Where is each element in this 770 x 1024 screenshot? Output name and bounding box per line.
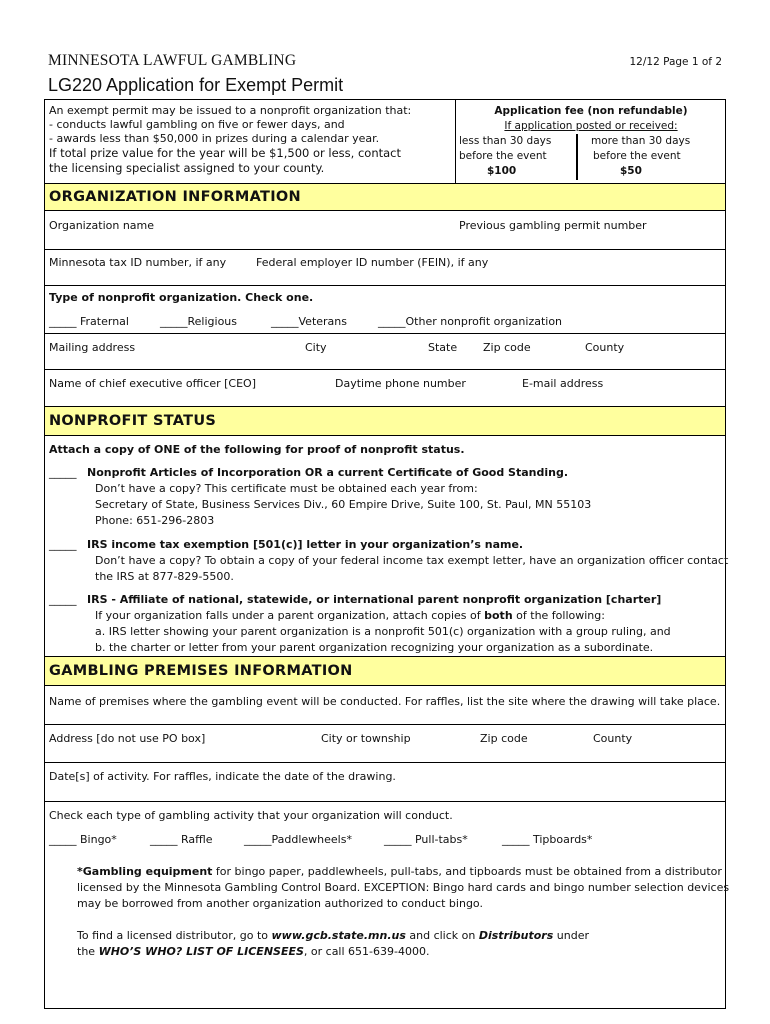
premises-name-field[interactable]: Name of premises where the gambling event will be conducted. For raffles, list the site where the drawing will take place. (49, 695, 721, 708)
fee-left-amount: $100 (487, 165, 517, 177)
org-type-label: Type of nonprofit organization. Check one. (49, 291, 314, 304)
premises-county-field[interactable]: County (593, 732, 633, 745)
intro-line-5: the licensing specialist assigned to your county. (49, 161, 325, 175)
option-3-title: IRS - Affiliate of national, statewide, or international parent nonprofit organization [charter] (87, 593, 662, 606)
option-3-item-b: b. the charter or letter from your parent organization recognizing your organization as a subordinate. (95, 641, 654, 654)
org-type-religious[interactable]: _____Religious (160, 315, 237, 328)
row-divider (45, 762, 725, 763)
option-2-line-2: the IRS at 877-829-5500. (95, 570, 234, 583)
org-county-field[interactable]: County (585, 341, 625, 354)
activity-tipboards[interactable]: _____ Tipboards* (502, 833, 593, 846)
option-3-checkbox[interactable]: _____ (49, 593, 77, 606)
intro-line-1: An exempt permit may be issued to a nonprofit organization that: (49, 104, 412, 117)
equipment-note-line-2: licensed by the Minnesota Gambling Control Board. EXCEPTION: Bingo hard cards and bingo number selection devices (77, 881, 730, 894)
premises-section-band (45, 656, 725, 686)
row-divider (45, 249, 725, 250)
activity-dates-field[interactable]: Date[s] of activity. For raffles, indicate the date of the drawing. (49, 770, 396, 783)
nonprofit-attach-label: Attach a copy of ONE of the following for proof of nonprofit status. (49, 443, 465, 456)
org-name-field[interactable]: Organization name (49, 219, 155, 232)
premises-city-field[interactable]: City or township (321, 732, 411, 745)
fee-title: Application fee (non refundable) (494, 105, 688, 117)
fee-column-divider (576, 134, 578, 180)
option-2-line-1: Don’t have a copy? To obtain a copy of your federal income tax exempt letter, have an organization officer contact (95, 554, 729, 567)
option-1-checkbox[interactable]: _____ (49, 466, 77, 479)
form-title: LG220 Application for Exempt Permit (48, 75, 344, 95)
distributor-line-2: the WHO’S WHO? LIST OF LICENSEES, or call 651-639-4000. (77, 945, 430, 958)
activity-check-label: Check each type of gambling activity that your organization will conduct. (49, 809, 453, 822)
org-zip-field[interactable]: Zip code (483, 341, 531, 354)
option-1-line-2: Secretary of State, Business Services Div., 60 Empire Drive, Suite 100, St. Paul, MN 55103 (95, 498, 592, 511)
nonprofit-section-title: NONPROFIT STATUS (49, 413, 217, 429)
org-type-veterans[interactable]: _____Veterans (271, 315, 347, 328)
intro-line-4: If total prize value for the year will be $1,500 or less, contact (49, 146, 402, 160)
option-1-line-1: Don’t have a copy? This certificate must be obtained each year from: (95, 482, 478, 495)
prev-permit-field[interactable]: Previous gambling permit number (459, 219, 647, 232)
fee-right-line-2: before the event (593, 150, 681, 162)
row-divider (45, 333, 725, 334)
fee-left-line-1: less than 30 days (459, 135, 552, 147)
option-3-line-1: If your organization falls under a parent organization, attach copies of both of the following: (95, 609, 605, 622)
org-state-field[interactable]: State (428, 341, 458, 354)
premises-zip-field[interactable]: Zip code (480, 732, 528, 745)
org-section-title: ORGANIZATION INFORMATION (49, 189, 301, 205)
intro-line-2: - conducts lawful gambling on five or fewer days, and (49, 118, 345, 131)
fee-right-amount: $50 (620, 165, 642, 177)
daytime-phone-field[interactable]: Daytime phone number (335, 377, 466, 390)
activity-paddlewheels[interactable]: _____Paddlewheels* (244, 833, 352, 846)
equipment-note-line-1: *Gambling equipment for bingo paper, paddlewheels, pull-tabs, and tipboards must be obtained from a distributor (77, 865, 722, 878)
row-divider (45, 724, 725, 725)
email-field[interactable]: E-mail address (522, 377, 604, 390)
org-type-other[interactable]: _____Other nonprofit organization (378, 315, 563, 328)
org-city-field[interactable]: City (305, 341, 327, 354)
mn-tax-id-field[interactable]: Minnesota tax ID number, if any (49, 256, 227, 269)
fee-left-line-2: before the event (459, 150, 547, 162)
org-section-band (45, 183, 725, 211)
row-divider (45, 285, 725, 286)
form-frame (44, 99, 730, 1009)
fee-right-line-1: more than 30 days (591, 135, 691, 147)
option-2-checkbox[interactable]: _____ (49, 538, 77, 551)
row-divider (45, 801, 725, 802)
intro-line-3: - awards less than $50,000 in prizes during a calendar year. (49, 132, 380, 145)
activity-pull-tabs[interactable]: _____ Pull-tabs* (384, 833, 468, 846)
mailing-address-field[interactable]: Mailing address (49, 341, 136, 354)
page-info: 12/12 Page 1 of 2 (629, 56, 722, 68)
nonprofit-section-band (45, 406, 725, 436)
fein-field[interactable]: Federal employer ID number (FEIN), if any (256, 256, 489, 269)
activity-raffle[interactable]: _____ Raffle (150, 833, 213, 846)
org-type-fraternal[interactable]: _____ Fraternal (49, 315, 129, 328)
option-3-item-a: a. IRS letter showing your parent organization is a nonprofit 501(c) organization with a group ruling, and (95, 625, 671, 638)
fee-subtitle: If application posted or received: (504, 120, 678, 132)
option-2-title: IRS income tax exemption [501(c)] letter in your organization’s name. (87, 538, 524, 551)
premises-section-title: GAMBLING PREMISES INFORMATION (49, 663, 353, 679)
premises-address-field[interactable]: Address [do not use PO box] (49, 732, 206, 745)
equipment-note-line-3: may be borrowed from another organization authorized to conduct bingo. (77, 897, 483, 910)
row-divider (45, 369, 725, 370)
agency-name: MINNESOTA LAWFUL GAMBLING (48, 52, 297, 69)
activity-bingo[interactable]: _____ Bingo* (49, 833, 117, 846)
option-1-line-3: Phone: 651-296-2803 (95, 514, 215, 527)
distributor-line-1: To find a licensed distributor, go to www.gcb.state.mn.us and click on Distributors under (77, 929, 589, 942)
option-1-title: Nonprofit Articles of Incorporation OR a current Certificate of Good Standing. (87, 466, 569, 479)
ceo-name-field[interactable]: Name of chief executive officer [CEO] (49, 377, 257, 390)
gcb-website-link[interactable]: www.gcb.state.mn.us (271, 929, 406, 942)
